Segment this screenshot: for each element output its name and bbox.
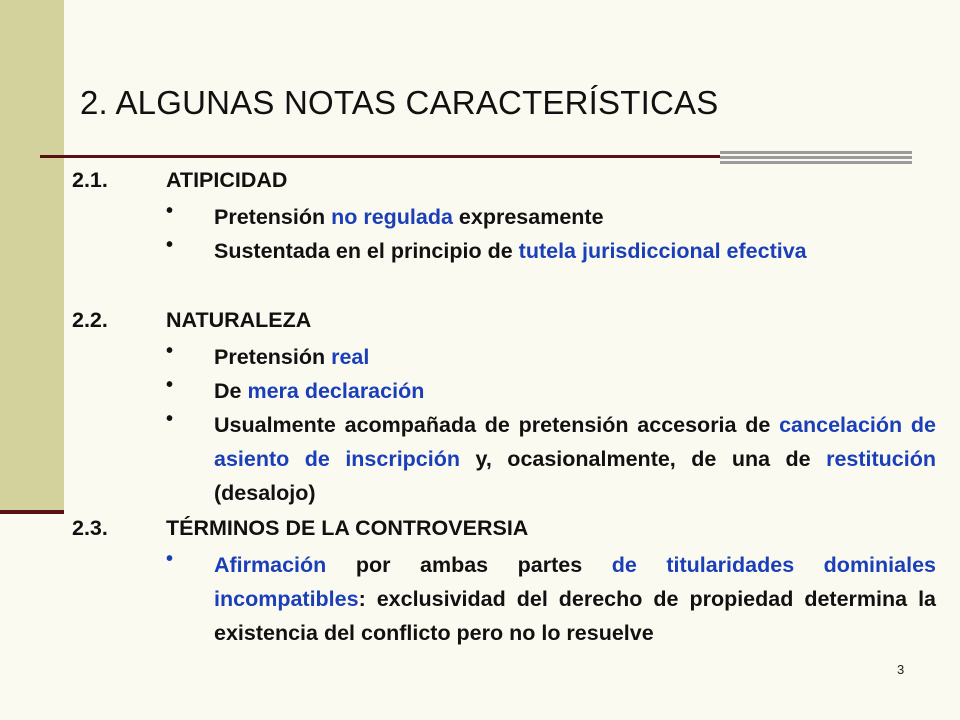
bullet-icon: • — [166, 340, 174, 362]
bullet-text: Pretensión no regulada expresamente — [214, 205, 604, 229]
bullet-icon: • — [166, 548, 174, 570]
bullet-text: Sustentada en el principio de tutela jurisdiccional efectiva — [214, 239, 807, 263]
list-item — [166, 200, 936, 234]
list-item — [166, 374, 936, 408]
bullet-text: Pretensión real — [214, 345, 370, 369]
section-number: 2.2. — [72, 308, 108, 332]
section-heading — [72, 308, 311, 333]
slide-title: 2. ALGUNAS NOTAS CARACTERÍSTICAS — [80, 84, 719, 121]
section-heading — [72, 516, 528, 541]
list-item — [166, 408, 936, 510]
section-number: 2.3. — [72, 516, 108, 540]
section-number: 2.1. — [72, 168, 108, 192]
bullet-icon: • — [166, 374, 174, 396]
bullet-text: De mera declaración — [214, 379, 425, 403]
section-title: TÉRMINOS DE LA CONTROVERSIA — [166, 516, 529, 540]
page-number: 3 — [897, 662, 905, 677]
bullet-icon: • — [166, 408, 174, 430]
list-item — [166, 340, 936, 374]
section-title: ATIPICIDAD — [166, 168, 288, 192]
section-title: NATURALEZA — [166, 308, 312, 332]
list-item — [166, 234, 936, 268]
list-item — [166, 548, 936, 650]
section-heading — [72, 168, 287, 193]
bullet-text: Usualmente acompañada de pretensión accesoria de cancelación de asiento de inscripción y, ocasionalmente, de una de restitución (desalojo) — [214, 413, 937, 505]
bullet-icon: • — [166, 200, 174, 222]
bullet-icon: • — [166, 234, 174, 256]
bullet-text: Afirmación por ambas partes de titularidades dominiales incompatibles: exclusividad del derecho de propiedad determina la existencia del conflicto pero no lo resuelve — [214, 553, 936, 645]
